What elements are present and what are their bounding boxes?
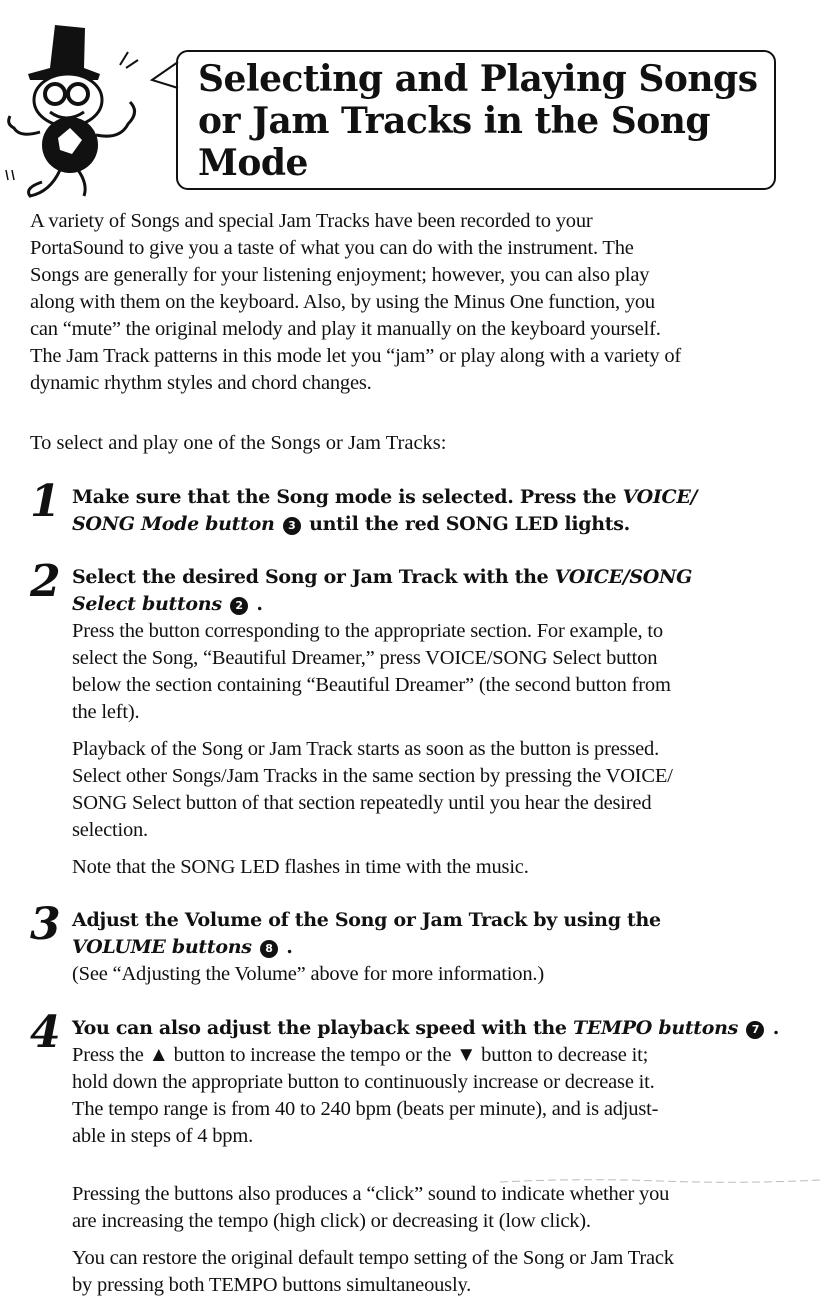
step-heading-emphasis: TEMPO buttons xyxy=(573,1017,739,1039)
paragraph-line: SONG Select button of that section repeatedly until you hear the desired xyxy=(72,792,652,814)
intro-line: PortaSound to give you a taste of what you can do with the instrument. The xyxy=(30,237,634,259)
step-heading-text: Make sure that the Song mode is selected. Press the xyxy=(72,486,623,508)
step-paragraph xyxy=(72,618,792,726)
step-heading xyxy=(72,564,792,618)
paragraph-line: Select other Songs/Jam Tracks in the same section by pressing the VOICE/ xyxy=(72,765,673,787)
scan-artifact-line xyxy=(500,1178,820,1184)
title-box xyxy=(176,50,776,190)
step-paragraph xyxy=(72,1245,792,1299)
paragraph-line: Playback of the Song or Jam Track starts as soon as the button is pressed. xyxy=(72,738,660,760)
step-heading-text: You can also adjust the playback speed with the xyxy=(72,1017,574,1039)
step-paragraph xyxy=(72,736,792,844)
intro-line: The Jam Track patterns in this mode let you “jam” or play along with a variety of xyxy=(30,345,682,367)
callout-badge: 7 xyxy=(746,1021,764,1039)
step-heading-text: until the red SONG LED lights. xyxy=(302,513,630,535)
step-heading-text: Adjust the Volume of the Song or Jam Track by using the xyxy=(72,909,661,931)
step-number: 2 xyxy=(30,556,61,607)
title-line: or Jam Tracks in the Song xyxy=(198,100,711,142)
step-heading-text: Select the desired Song or Jam Track with the xyxy=(72,566,555,588)
callout-badge: 8 xyxy=(260,940,278,958)
title-line: Mode xyxy=(198,142,308,184)
step-heading-emphasis: VOICE/SONG xyxy=(554,566,693,588)
step-paragraph: (See “Adjusting the Volume” above for more information.) xyxy=(72,963,544,985)
callout-badge: 2 xyxy=(230,597,248,615)
paragraph-line: able in steps of 4 bpm. xyxy=(72,1125,254,1147)
paragraph-line: the left). xyxy=(72,701,140,723)
paragraph-line: Pressing the buttons also produces a “click” sound to indicate whether you xyxy=(72,1183,670,1205)
intro-line: along with them on the keyboard. Also, by using the Minus One function, you xyxy=(30,291,655,313)
intro-paragraph xyxy=(30,208,790,397)
paragraph-line: below the section containing “Beautiful Dreamer” (the second button from xyxy=(72,674,671,696)
step-number: 1 xyxy=(30,476,61,527)
paragraph-line: The tempo range is from 40 to 240 bpm (beats per minute), and is adjust- xyxy=(72,1098,659,1120)
step-heading-emphasis: VOICE/ xyxy=(622,486,698,508)
intro-line: A variety of Songs and special Jam Tracks have been recorded to your xyxy=(30,210,593,232)
page-title xyxy=(198,58,764,184)
step-heading-text: . xyxy=(250,593,263,615)
callout-badge: 3 xyxy=(283,517,301,535)
step-heading xyxy=(72,907,792,961)
paragraph-line: selection. xyxy=(72,819,148,841)
paragraph-line: Press the button corresponding to the appropriate section. For example, to xyxy=(72,620,663,642)
mascot-illustration xyxy=(0,20,180,200)
step-paragraph xyxy=(72,1181,792,1235)
step-number: 3 xyxy=(30,899,61,950)
step-paragraph: Note that the SONG LED flashes in time with the music. xyxy=(72,856,529,878)
title-line: Selecting and Playing Songs xyxy=(198,58,758,100)
paragraph-line: select the Song, “Beautiful Dreamer,” press VOICE/SONG Select button xyxy=(72,647,658,669)
step-paragraph xyxy=(72,1042,792,1150)
intro-line: dynamic rhythm styles and chord changes. xyxy=(30,372,372,394)
step-heading xyxy=(72,1015,792,1042)
step-heading-text: . xyxy=(766,1017,780,1039)
paragraph-line: are increasing the tempo (high click) or decreasing it (low click). xyxy=(72,1210,591,1232)
step-heading-emphasis: VOLUME buttons xyxy=(72,936,252,958)
lead-sentence: To select and play one of the Songs or Jam Tracks: xyxy=(30,432,447,454)
intro-line: can “mute” the original melody and play it manually on the keyboard yourself. xyxy=(30,318,661,340)
step-heading xyxy=(72,484,792,538)
step-heading-emphasis: SONG Mode button xyxy=(72,513,275,535)
step-number: 4 xyxy=(30,1007,61,1058)
paragraph-line: You can restore the original default tempo setting of the Song or Jam Track xyxy=(72,1247,674,1269)
step-heading-emphasis: Select buttons xyxy=(72,593,222,615)
paragraph-line: by pressing both TEMPO buttons simultaneously. xyxy=(72,1274,472,1296)
step-heading-text: . xyxy=(279,936,293,958)
intro-line: Songs are generally for your listening enjoyment; however, you can also play xyxy=(30,264,650,286)
paragraph-line: Press the ▲ button to increase the tempo or the ▼ button to decrease it; xyxy=(72,1044,649,1066)
paragraph-line: hold down the appropriate button to continuously increase or decrease it. xyxy=(72,1071,655,1093)
